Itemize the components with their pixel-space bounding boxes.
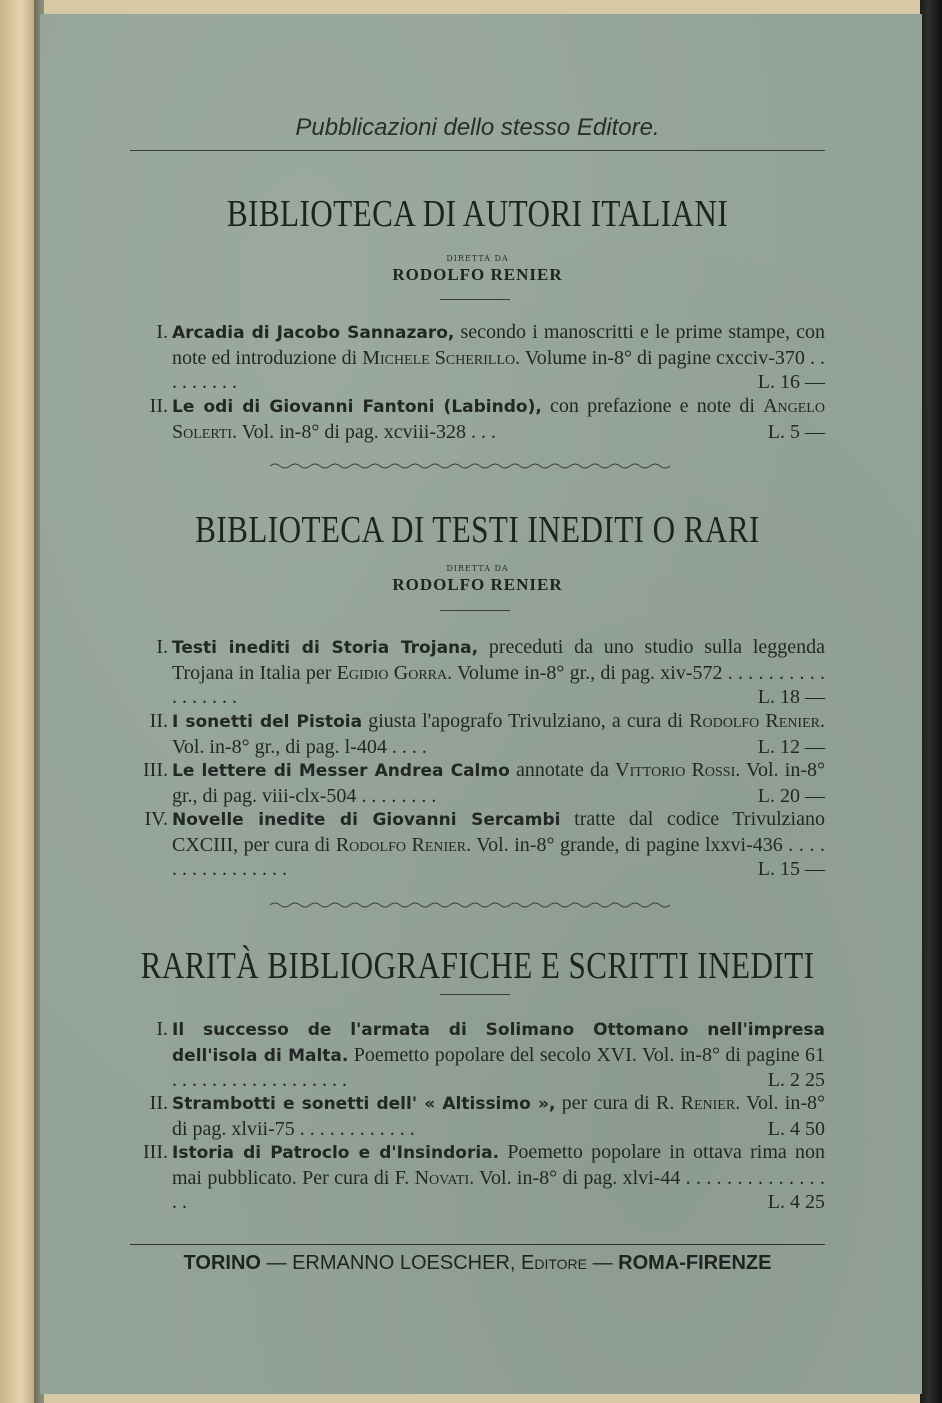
section-rule: [440, 299, 510, 300]
ornament-rule: [270, 462, 670, 470]
section-editor: RODOLFO RENIER: [392, 265, 563, 284]
section-title: BIBLIOTECA DI AUTORI ITALIANI: [226, 193, 729, 235]
price: L. 20 —: [757, 784, 825, 807]
header-rule: [130, 150, 825, 151]
page-edge-left: [0, 0, 38, 1403]
ornament-rule: [270, 901, 670, 909]
section-diretta: DIRETTA DA: [446, 564, 509, 573]
page-header: Pubblicazioni dello stesso Editore.: [295, 114, 660, 141]
list-item: I. Arcadia di Jacobo Sannazaro, secondo i manoscritti e le prime stampe, con note ed introduzione di Michele Scherillo. Volume in-8° di pagine cxcciv-370 . . . . . . . . . L. 16 —: [156, 321, 825, 393]
list-item: II. Le odi di Giovanni Fantoni (Labindo), con prefazione e note di Angelo Solerti. Vol. in-8° di pag. xcviii-328 . . . L. 5 —: [149, 395, 825, 443]
price: L. 18 —: [757, 686, 825, 708]
section-rule: [440, 994, 510, 995]
section-rule: [440, 610, 510, 611]
cover-page: [40, 14, 922, 1394]
footer-imprint: TORINO — ERMANNO LOESCHER, Editore — ROMA-FIRENZE: [183, 1252, 772, 1274]
price: L. 4 25: [767, 1191, 825, 1213]
price: L. 15 —: [757, 858, 825, 880]
list-item: IV. Novelle inedite di Giovanni Sercambi tratte dal codice Trivulziano CXCIII, per cura di Rodolfo Renier. Vol. in-8° grande, di pagine lxxvi-436 . . . . . . . . . . . . . . . . L. 15 —: [144, 808, 825, 880]
list-item: III. Istoria di Patroclo e d'Insindoria. Poemetto popolare in ottava rima non mai pubblicato. Per cura di F. Novati. Vol. in-8° di pag. xlvi-44 . . . . . . . . . . . . . . . . L. 4 25: [143, 1141, 825, 1213]
section-diretta: DIRETTA DA: [446, 254, 509, 263]
price: L. 4 50: [767, 1117, 825, 1140]
list-item: I. Testi inediti di Storia Trojana, preceduti da uno studio sulla leggenda Trojana in Italia per Egidio Gorra. Volume in-8° gr., di pag. xiv-572 . . . . . . . . . . . . . . . . . L. 18 —: [156, 636, 826, 708]
section-editor: RODOLFO RENIER: [392, 575, 563, 594]
list-item: II. I sonetti del Pistoia giusta l'apografo Trivulziano, a cura di Rodolfo Renier. Vol. in-8° gr., di pag. l-404 . . . . L. 12 —: [149, 710, 825, 758]
price: L. 5 —: [767, 420, 825, 443]
footer-rule: [130, 1244, 825, 1245]
page-edge-right: [920, 0, 942, 1403]
price: L. 12 —: [757, 735, 825, 758]
list-item: I. Il successo de l'armata di Solimano Ottomano nell'impresa dell'isola di Malta. Poemetto popolare del secolo XVI. Vol. in-8° di pagine 61 . . . . . . . . . . . . . . . . . . L. 2 25: [156, 1018, 826, 1091]
list-item: III. Le lettere di Messer Andrea Calmo annotate da Vittorio Rossi. Vol. in-8° gr., di pag. viii-clx-504 . . . . . . . . L. 20 —: [143, 759, 825, 807]
price: L. 2 25: [767, 1069, 825, 1091]
section-title: BIBLIOTECA DI TESTI INEDITI O RARI: [195, 509, 760, 551]
list-item: II. Strambotti e sonetti dell' « Altissimo », per cura di R. Renier. Vol. in-8° di pag. xlvii-75 . . . . . . . . . . . . L. 4 50: [149, 1092, 826, 1140]
section-title: RARITÀ BIBLIOGRAFICHE E SCRITTI INEDITI: [140, 945, 815, 987]
price: L. 16 —: [757, 371, 825, 393]
